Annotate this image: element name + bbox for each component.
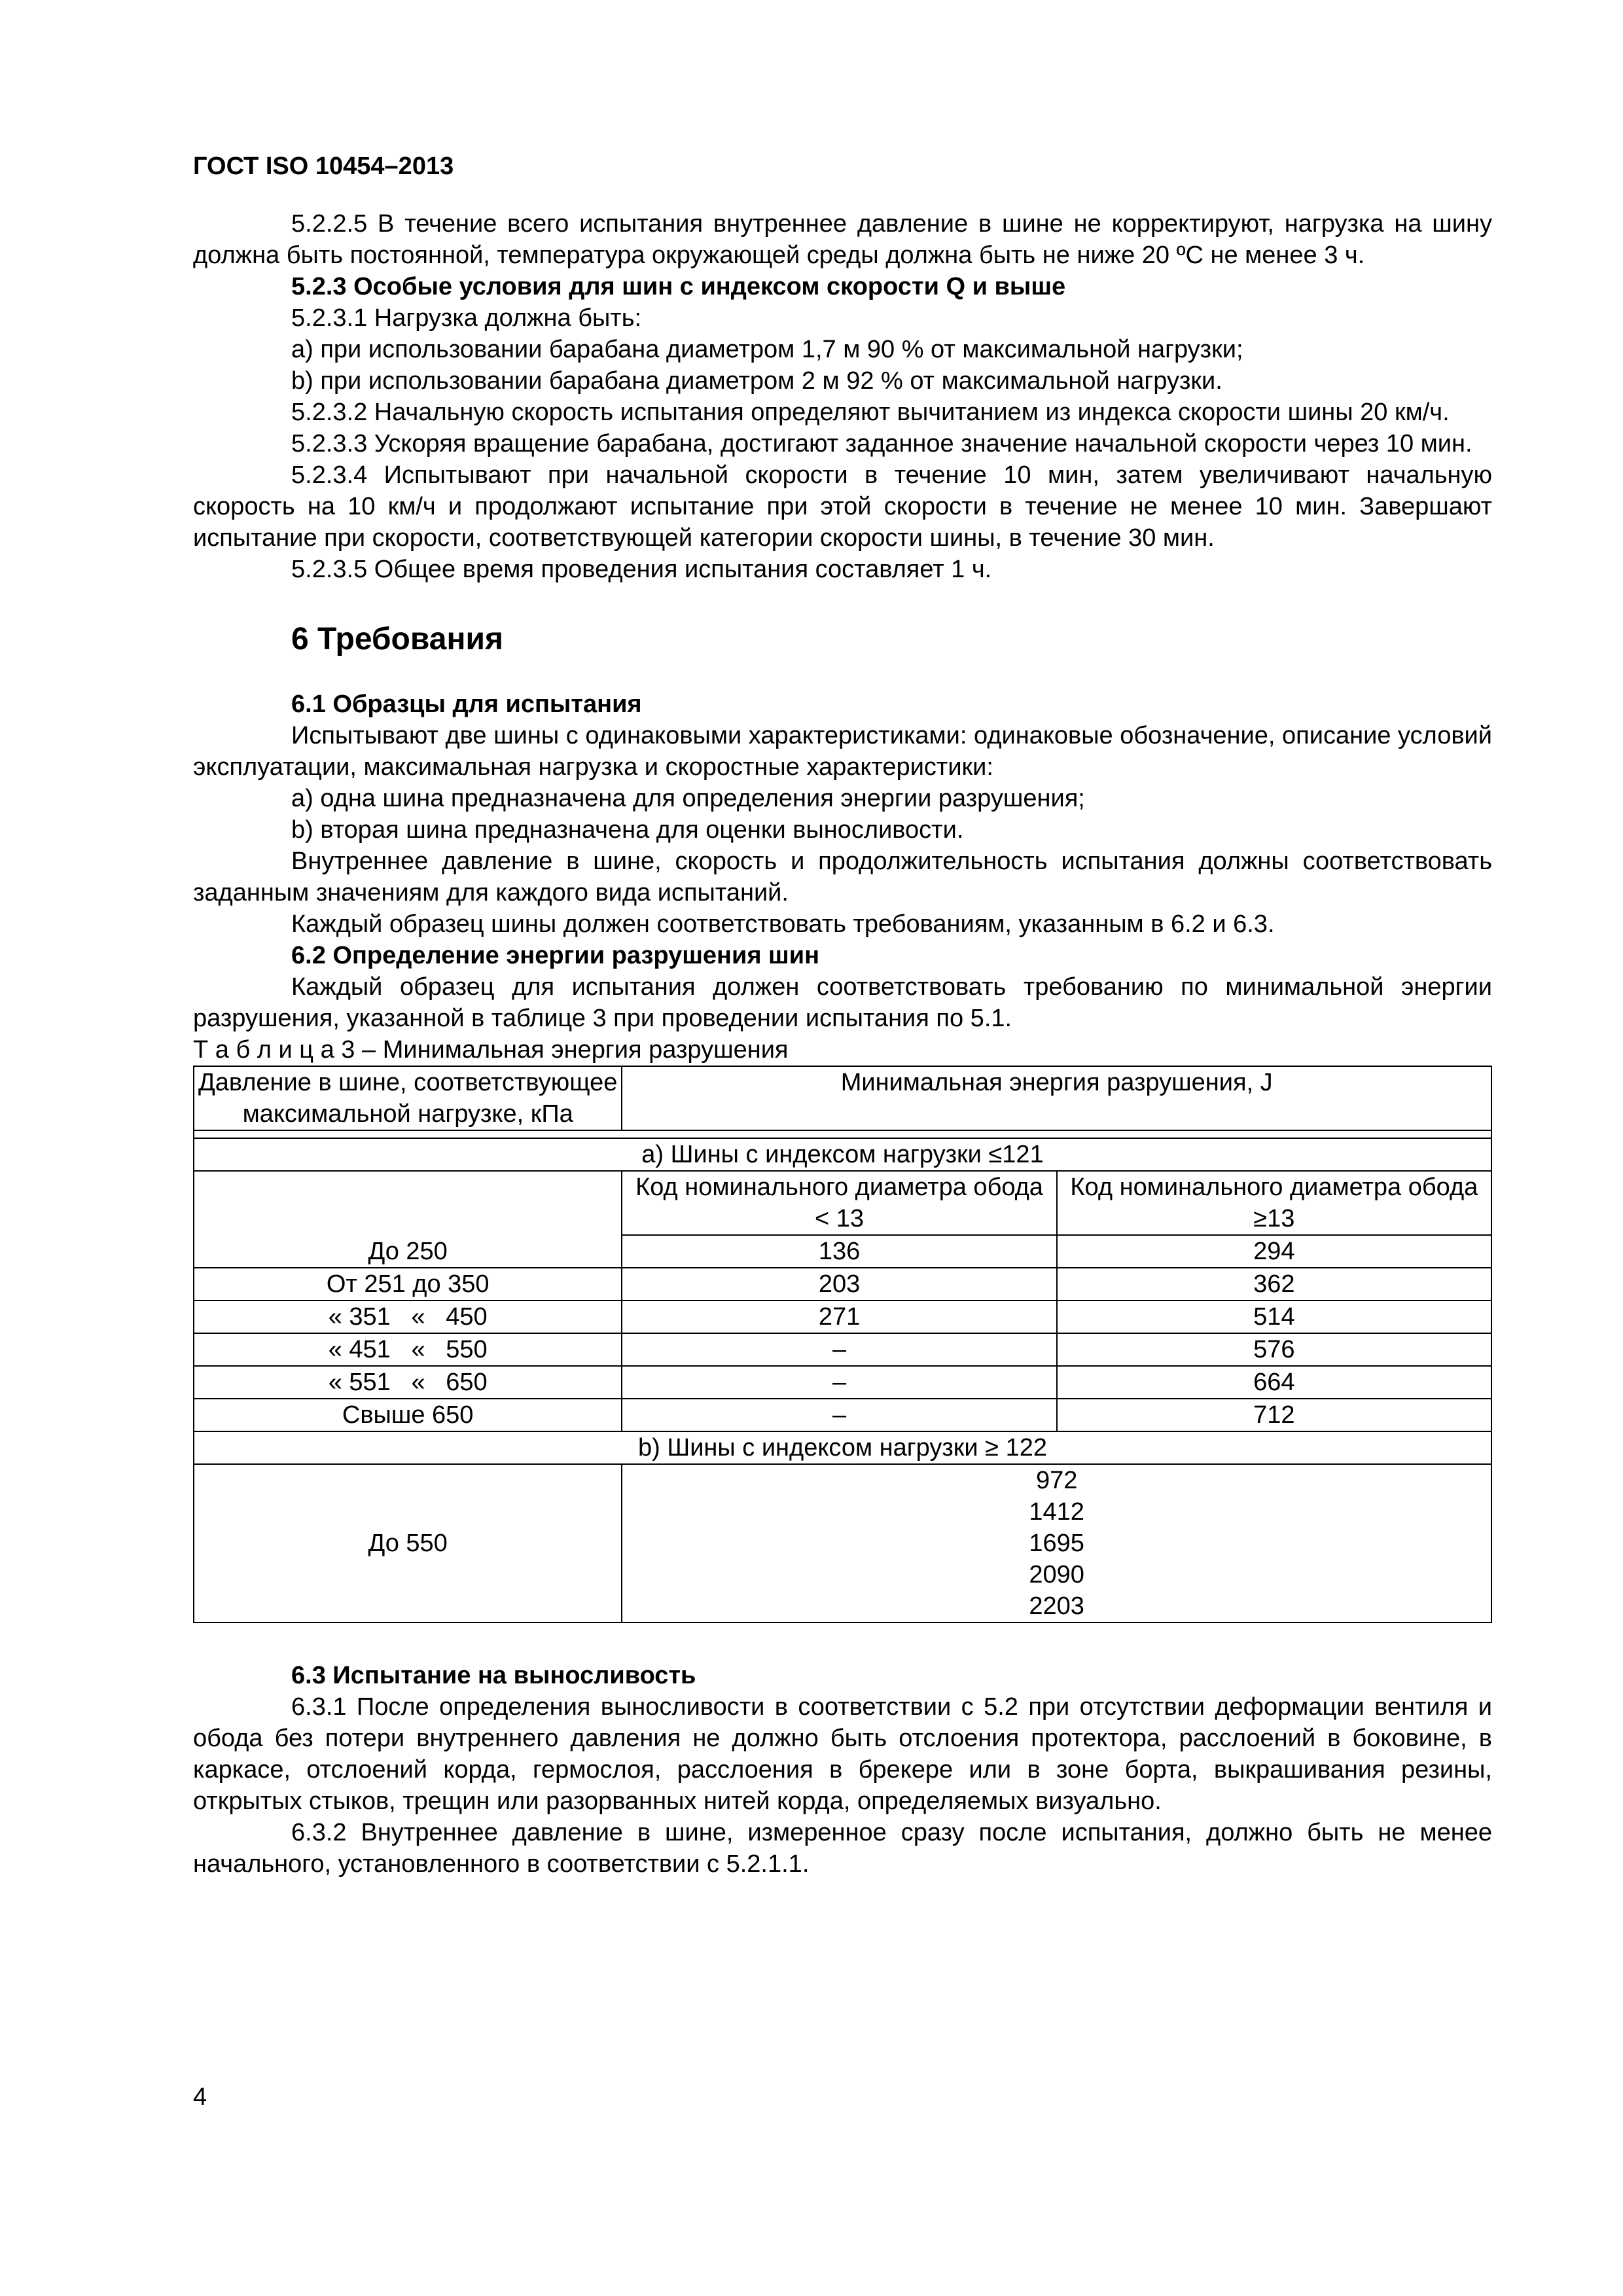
document-header: ГОСТ ISO 10454–2013	[193, 152, 454, 180]
paragraph: 6.3.1 После определения выносливости в соответствии с 5.2 при отсутствии деформации вентиля и обода без потери внутреннего давления не должно быть отслоения протектора, расслоений в боковине, в каркасе, отслоений корда, гермослоя, расслоения в брекере или в зоне борта, выкрашивания резины, открытых стыков, трещин или разорванных нитей корда, определяемых визуально.	[193, 1693, 1492, 1815]
table-row	[194, 1399, 1491, 1431]
energy-value: 2090	[1029, 1561, 1084, 1588]
subheader-ge13: Код номинального диаметра обода ≥13	[1057, 1171, 1491, 1235]
table-row	[194, 1464, 1491, 1623]
paragraph: 5.2.3.1 Нагрузка должна быть:	[291, 304, 642, 332]
table-cell-pressure: От 251 до 350	[194, 1268, 622, 1300]
paragraph: Каждый образец шины должен соответствовать требованиям, указанным в 6.2 и 6.3.	[291, 910, 1275, 938]
section-title-6: 6 Требования	[291, 622, 503, 656]
table-cell-lt13: –	[622, 1399, 1056, 1431]
list-item: b) при использовании барабана диаметром 2 м 92 % от максимальной нагрузки.	[291, 367, 1222, 395]
list-item: а) при использовании барабана диаметром 1,7 м 90 % от максимальной нагрузки;	[291, 336, 1243, 363]
table-cell-ge13: 664	[1057, 1366, 1491, 1399]
table-row	[194, 1333, 1491, 1366]
table-group-row	[194, 1138, 1491, 1171]
table-row	[194, 1268, 1491, 1300]
list-item: b) вторая шина предназначена для оценки выносливости.	[291, 816, 964, 844]
section-6-1	[193, 689, 1492, 940]
table-row	[194, 1171, 1491, 1235]
section-6-3	[193, 1660, 1492, 1880]
paragraph: 5.2.3.3 Ускоряя вращение барабана, достигают заданное значение начальной скорости через 10 мин.	[291, 430, 1472, 457]
table-cell-lt13: 136	[622, 1235, 1056, 1268]
table-row	[194, 1366, 1491, 1399]
table-cell-ge13: 576	[1057, 1333, 1491, 1366]
table-header-row	[194, 1066, 1491, 1130]
group-b-values	[622, 1464, 1491, 1623]
subsection-title-6-1: 6.1 Образцы для испытания	[291, 691, 642, 718]
subsection-title-5-2-3: 5.2.3 Особые условия для шин с индексом скорости Q и выше	[291, 273, 1066, 300]
subheader-lt13: Код номинального диаметра обода < 13	[622, 1171, 1056, 1235]
group-a-label: а) Шины с индексом нагрузки ≤121	[194, 1138, 1491, 1171]
table-cell-pressure: « 551 « 650	[194, 1366, 622, 1399]
table-cell-pressure: До 250	[194, 1171, 622, 1268]
table-cell-pressure: « 451 « 550	[194, 1333, 622, 1366]
paragraph: 6.3.2 Внутреннее давление в шине, измеренное сразу после испытания, должно быть не менее начального, установленного в соответствии с 5.2.1.1.	[193, 1819, 1492, 1878]
table-header-pressure: Давление в шине, соответствующее максимальной нагрузке, кПа	[194, 1066, 622, 1130]
table-cell-lt13: 271	[622, 1300, 1056, 1333]
table-spacer-row	[194, 1130, 1491, 1138]
table-cell-ge13: 514	[1057, 1300, 1491, 1333]
table-3	[193, 1066, 1492, 1623]
table-cell-ge13: 712	[1057, 1399, 1491, 1431]
paragraph: 5.2.3.2 Начальную скорость испытания определяют вычитанием из индекса скорости шины 20 км/ч.	[291, 399, 1450, 426]
table-caption: Т а б л и ц а 3 – Минимальная энергия разрушения	[193, 1036, 789, 1064]
table-cell-pressure: Свыше 650	[194, 1399, 622, 1431]
paragraph: Каждый образец для испытания должен соответствовать требованию по минимальной энергии разрушения, указанной в таблице 3 при проведении испытания по 5.1.	[193, 973, 1492, 1032]
energy-value: 972	[1035, 1467, 1078, 1494]
energy-value: 1412	[1029, 1498, 1084, 1526]
table-cell-pressure: « 351 « 450	[194, 1300, 622, 1333]
subsection-title-6-2: 6.2 Определение энергии разрушения шин	[291, 942, 820, 969]
energy-value: 2203	[1029, 1592, 1084, 1620]
paragraph: Испытывают две шины с одинаковыми характеристиками: одинаковые обозначение, описание условий эксплуатации, максимальная нагрузка и скоростные характеристики:	[193, 722, 1492, 781]
table-cell-lt13: –	[622, 1333, 1056, 1366]
list-item: а) одна шина предназначена для определения энергии разрушения;	[291, 785, 1085, 812]
energy-value: 1695	[1029, 1530, 1084, 1557]
section-6-2	[193, 940, 1492, 1623]
table-group-row	[194, 1431, 1491, 1464]
paragraph: 5.2.2.5 В течение всего испытания внутреннее давление в шине не корректируют, нагрузка на шину должна быть постоянной, температура окружающей среды должна быть не ниже 20 ºС не менее 3 ч.	[193, 210, 1492, 269]
paragraph: Внутреннее давление в шине, скорость и продолжительность испытания должны соответствовать заданным значениям для каждого вида испытаний.	[193, 848, 1492, 906]
page-number: 4	[193, 2083, 207, 2111]
paragraph: 5.2.3.4 Испытывают при начальной скорости в течение 10 мин, затем увеличивают начальную скорость на 10 км/ч и продолжают испытание при этой скорости в течение не менее 10 мин. Завершают испытание при скорости, соответствующей категории скорости шины, в течение 30 мин.	[193, 461, 1492, 552]
subsection-title-6-3: 6.3 Испытание на выносливость	[291, 1662, 696, 1689]
table-cell-lt13: 203	[622, 1268, 1056, 1300]
table-cell-ge13: 362	[1057, 1268, 1491, 1300]
table-header-energy: Минимальная энергия разрушения, J	[622, 1066, 1491, 1130]
section-5-2-continuation	[193, 208, 1492, 585]
group-b-label: b) Шины с индексом нагрузки ≥ 122	[194, 1431, 1491, 1464]
paragraph: 5.2.3.5 Общее время проведения испытания составляет 1 ч.	[291, 556, 992, 583]
table-row	[194, 1300, 1491, 1333]
table-cell-ge13: 294	[1057, 1235, 1491, 1268]
table-cell-pressure: До 550	[194, 1464, 622, 1623]
table-cell-lt13: –	[622, 1366, 1056, 1399]
